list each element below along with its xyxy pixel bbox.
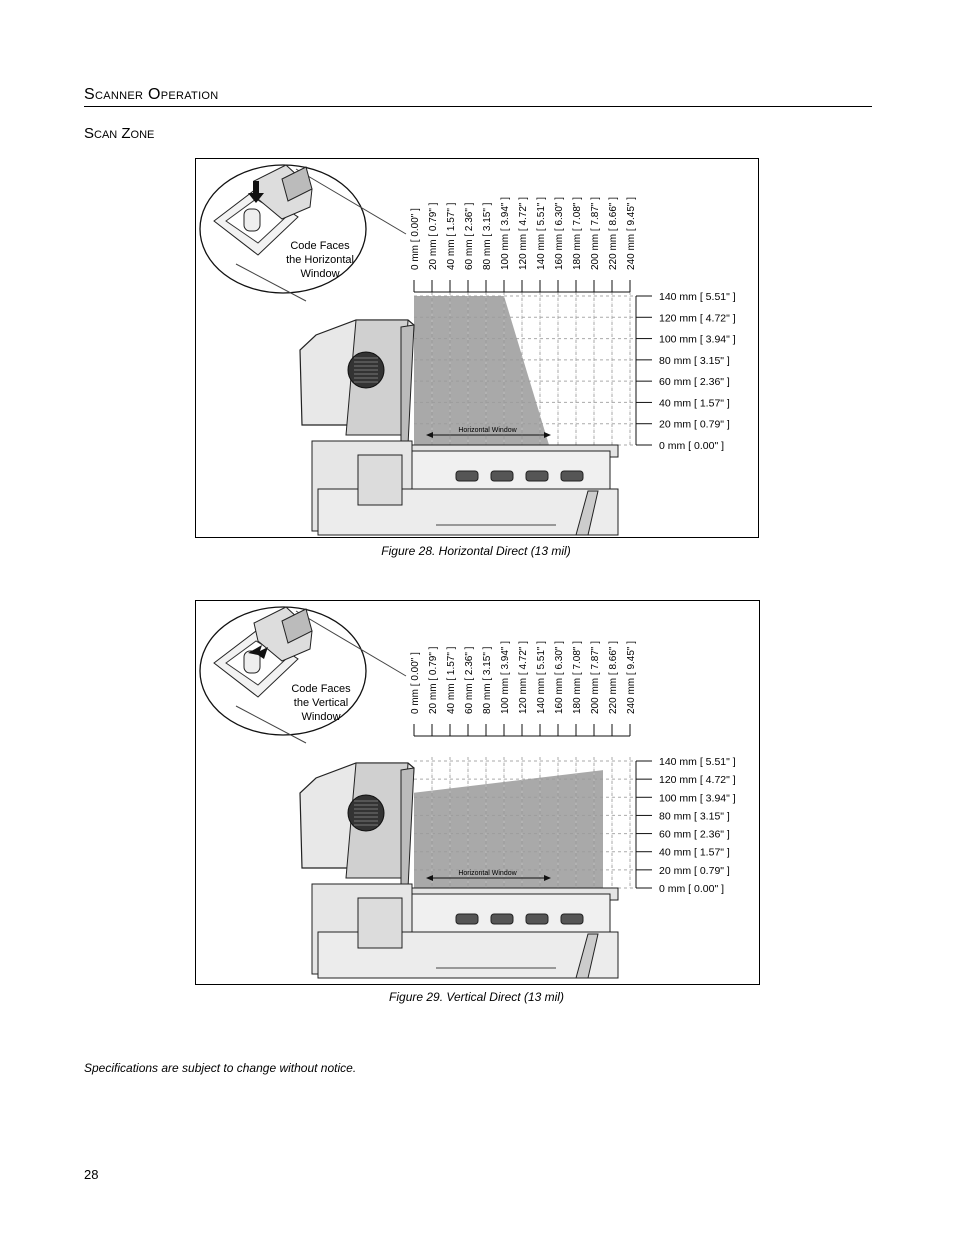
scan-zone [414,296,549,445]
depth-tick-label: 160 mm [ 6.30" ] [554,196,565,270]
height-tick-label: 120 mm [ 4.72" ] [659,312,736,325]
figure-28-caption: Figure 28. Horizontal Direct (13 mil) [381,544,571,558]
height-tick-label: 40 mm [ 1.57" ] [659,846,730,859]
depth-tick-label: 80 mm [ 3.15" ] [482,202,493,270]
depth-tick-label: 180 mm [ 7.08" ] [572,196,583,270]
height-tick-label: 140 mm [ 5.51" ] [659,291,736,303]
height-tick-label: 120 mm [ 4.72" ] [659,774,736,787]
callout-text-line: Window [300,268,340,280]
header-rule [84,106,872,107]
vent-slot [456,471,478,481]
depth-tick-label: 100 mm [ 3.94" ] [500,640,511,714]
inset-product [244,209,260,231]
depth-tick-label: 140 mm [ 5.51" ] [536,196,547,270]
callout-text-line: Code Faces [291,683,351,695]
depth-tick-label: 20 mm [ 0.79" ] [428,646,439,714]
figure-28-diagram [196,159,758,537]
height-tick-label: 20 mm [ 0.79" ] [659,864,730,877]
height-tick-label: 60 mm [ 2.36" ] [659,828,730,841]
height-tick-label: 140 mm [ 5.51" ] [659,756,736,768]
vent-slot [526,471,548,481]
depth-tick-label: 240 mm [ 9.45" ] [626,196,637,270]
callout-text-line: Code Faces [290,240,350,252]
depth-tick-label: 60 mm [ 2.36" ] [464,646,475,714]
vent-slot [526,914,548,924]
section-title: Scanner Operation [84,86,219,103]
vertical-window [401,768,414,888]
height-tick-label: 20 mm [ 0.79" ] [659,418,730,431]
depth-tick-label: 120 mm [ 4.72" ] [518,640,529,714]
height-tick-label: 60 mm [ 2.36" ] [659,376,730,389]
window-label: Horizontal Window [458,870,517,877]
depth-tick-label: 20 mm [ 0.79" ] [428,202,439,270]
depth-tick-label: 120 mm [ 4.72" ] [518,196,529,270]
callout-text-line: the Horizontal [286,254,354,266]
depth-tick-label: 0 mm [ 0.00" ] [410,208,421,270]
height-tick-label: 0 mm [ 0.00" ] [659,883,724,895]
height-tick-label: 80 mm [ 3.15" ] [659,354,730,367]
depth-tick-label: 100 mm [ 3.94" ] [500,196,511,270]
vent-slot [491,471,513,481]
callout-text-line: the Vertical [293,697,349,709]
depth-tick-label: 180 mm [ 7.08" ] [572,640,583,714]
vent-slot [491,914,513,924]
depth-tick-label: 80 mm [ 3.15" ] [482,646,493,714]
height-tick-label: 0 mm [ 0.00" ] [659,440,724,452]
figure-28 [195,158,759,538]
depth-tick-label: 140 mm [ 5.51" ] [536,640,547,714]
height-tick-label: 100 mm [ 3.94" ] [659,792,736,805]
depth-tick-label: 0 mm [ 0.00" ] [410,652,421,714]
depth-tick-label: 40 mm [ 1.57" ] [446,646,457,714]
scanner-panel [358,455,402,505]
depth-tick-label: 60 mm [ 2.36" ] [464,202,475,270]
window-label: Horizontal Window [458,427,517,434]
window-arrow-right [544,432,551,438]
vent-slot [561,914,583,924]
depth-tick-label: 220 mm [ 8.66" ] [608,640,619,714]
subsection-title: Scan Zone [84,125,155,142]
depth-tick-label: 160 mm [ 6.30" ] [554,640,565,714]
height-tick-label: 100 mm [ 3.94" ] [659,333,736,346]
depth-tick-label: 200 mm [ 7.87" ] [590,640,601,714]
figure-29-diagram [196,601,759,984]
callout-text-line: Window [301,711,341,723]
depth-tick-label: 200 mm [ 7.87" ] [590,196,601,270]
figure-29-caption: Figure 29. Vertical Direct (13 mil) [389,990,564,1004]
depth-tick-label: 40 mm [ 1.57" ] [446,202,457,270]
figure-29 [195,600,760,985]
page-number: 28 [84,1167,99,1182]
vent-slot [561,471,583,481]
scanner-panel [358,898,402,948]
depth-tick-label: 220 mm [ 8.66" ] [608,196,619,270]
height-tick-label: 40 mm [ 1.57" ] [659,397,730,410]
height-tick-label: 80 mm [ 3.15" ] [659,810,730,823]
footer-note: Specifications are subject to change without notice. [84,1061,357,1075]
vent-slot [456,914,478,924]
vertical-window [401,325,414,445]
depth-tick-label: 240 mm [ 9.45" ] [626,640,637,714]
